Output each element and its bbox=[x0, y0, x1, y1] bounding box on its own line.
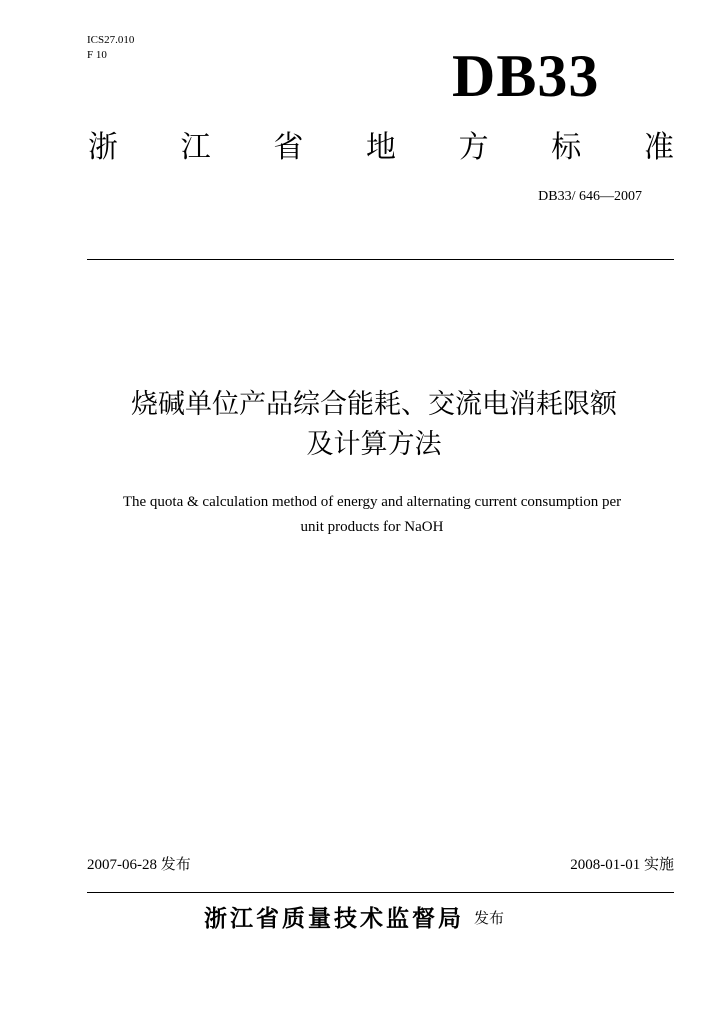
standard-type bbox=[88, 130, 674, 166]
standard-type-char: 标 bbox=[551, 130, 582, 165]
issuer-line bbox=[204, 902, 504, 935]
top-divider bbox=[87, 259, 674, 260]
standard-type-char: 省 bbox=[273, 130, 304, 165]
title-chinese-line-2: 及计算方法 bbox=[306, 429, 442, 460]
standard-type-char: 江 bbox=[180, 130, 211, 165]
issuer-suffix: 发布 bbox=[474, 909, 505, 927]
title-english-line-2: unit products for NaOH bbox=[300, 519, 444, 535]
standard-type-char: 方 bbox=[458, 130, 489, 165]
title-english-line-1: The quota & calculation method of energy and alternating current consumption per bbox=[122, 494, 622, 510]
bottom-divider bbox=[87, 892, 674, 893]
standard-type-char: 准 bbox=[643, 130, 674, 165]
classification-code: F 10 bbox=[87, 49, 107, 61]
issuer-name: 浙江省质量技术监督局 bbox=[204, 906, 464, 932]
title-chinese-line-1: 烧碱单位产品综合能耗、交流电消耗限额 bbox=[131, 389, 617, 420]
standard-type-char: 浙 bbox=[88, 130, 118, 165]
ics-code: ICS27.010 bbox=[87, 34, 135, 46]
standard-type-char: 地 bbox=[365, 130, 396, 165]
db33-logo: DB33 bbox=[452, 43, 600, 109]
issue-date: 2007-06-28 发布 bbox=[87, 857, 191, 873]
standard-number: DB33/ 646—2007 bbox=[538, 189, 642, 204]
implementation-date: 2008-01-01 实施 bbox=[570, 857, 674, 873]
